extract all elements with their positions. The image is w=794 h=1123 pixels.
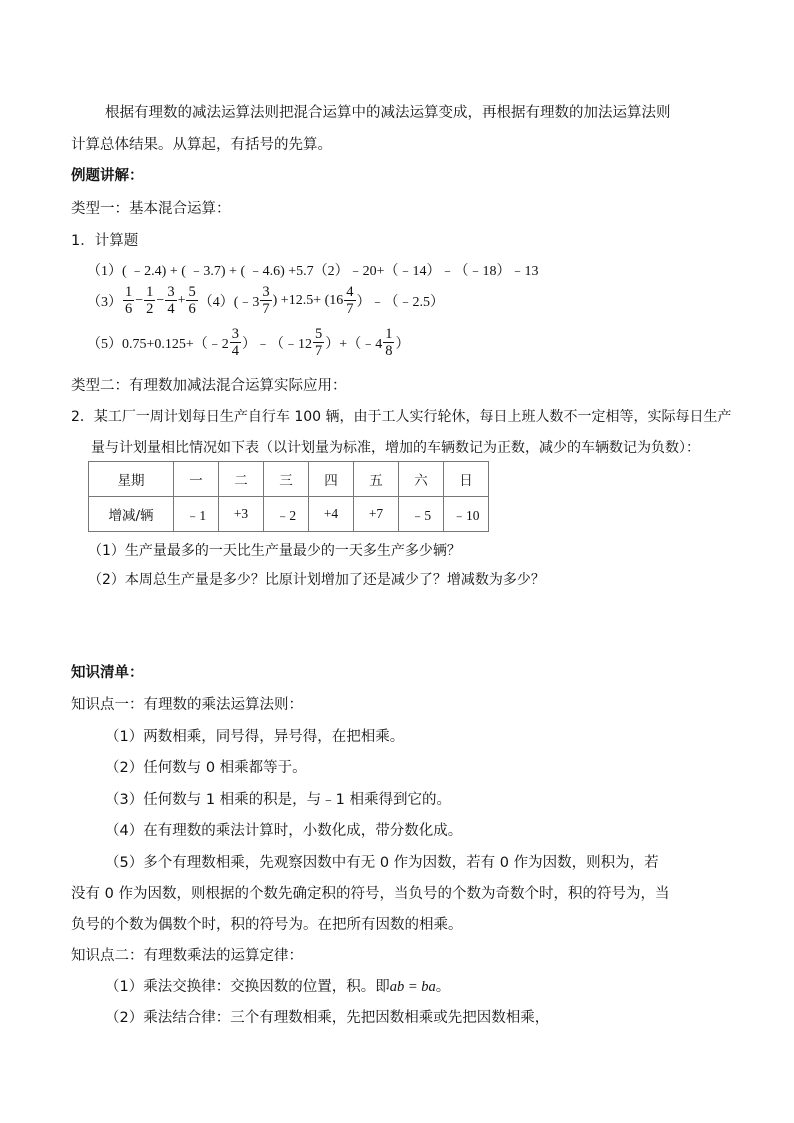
table-cell: +3: [219, 497, 264, 532]
knowledge-item: （2）乘法结合律：三个有理数相乘，先把因数相乘或先把因数相乘，: [105, 1010, 550, 1026]
question-2-line-1: 2．某工厂一周计划每日生产自行车 100 辆，由于工人实行轮休，每日上班人数不一定相等，实际每日生产: [71, 409, 732, 425]
row3-mid2: ）+（﹣4: [325, 336, 383, 352]
table-header-cell: 六: [399, 462, 444, 497]
table-cell: ﹣5: [399, 497, 444, 532]
fraction: $\frac{5}{6}$: [188, 284, 196, 317]
knowledge-item: （1）两数相乘，同号得，异号得，在把相乘。: [105, 729, 405, 745]
row3-tail: ）: [395, 336, 410, 352]
table-cell: ﹣10: [444, 497, 489, 532]
calc-row-3: [87, 326, 409, 359]
examples-heading: 例题讲解：: [71, 168, 144, 184]
table-header-cell: 一: [174, 462, 219, 497]
calc-row-1: （1）( ﹣2.4) + ( ﹣3.7) + ( ﹣4.6) +5.7（2）﹣20+（﹣14）﹣（﹣18）﹣13: [87, 264, 539, 279]
table-row-label: 增减/辆: [89, 497, 174, 532]
row2-mid1: （4）(﹣3: [198, 294, 260, 310]
table-cell: +4: [309, 497, 354, 532]
table-row: [89, 497, 489, 532]
commutative-law-text: （1）乘法交换律：交换因数的位置，积。即: [105, 979, 390, 995]
knowledge-item: （5）多个有理数相乘，先观察因数中有无 0 作为因数，若有 0 作为因数，则积为，若: [105, 855, 659, 871]
table-header-row: [89, 462, 489, 497]
knowledge-point-2-heading: 知识点二：有理数乘法的运算定律：: [71, 948, 303, 964]
fraction: $\frac{3}{4}$: [231, 326, 240, 359]
period: 。: [435, 979, 451, 995]
type2-heading: 类型二：有理数加减法混合运算实际应用：: [71, 378, 347, 394]
knowledge-item: [105, 975, 450, 996]
type1-heading: 类型一：基本混合运算：: [71, 201, 231, 217]
table-cell: +7: [354, 497, 399, 532]
knowledge-point-1-heading: 知识点一：有理数的乘法运算法则：: [71, 697, 303, 713]
row2-tail: ）﹣（﹣2.5）: [356, 294, 445, 310]
production-table: [88, 461, 489, 532]
table-header-cell: 四: [309, 462, 354, 497]
fraction: $\frac{3}{7}$: [262, 284, 270, 317]
sub-question-1: （1）生产量最多的一天比生产量最少的一天多生产多少辆？: [88, 543, 461, 559]
knowledge-heading: 知识清单：: [71, 665, 144, 681]
intro-line-1: 根据有理数的减法运算法则把混合运算中的减法运算变成，再根据有理数的加法运算法则: [105, 105, 671, 121]
table-header-cell: 日: [444, 462, 489, 497]
row2-mid2: ) +12.5+ (16: [272, 292, 344, 308]
calc-row-2: [87, 284, 444, 317]
knowledge-item: （2）任何数与 0 相乘都等于。: [105, 760, 307, 776]
fraction: $\frac{1}{2}$: [146, 284, 154, 317]
fraction: $\frac{1}{8}$: [385, 326, 393, 359]
table-header-cell: 星期: [89, 462, 174, 497]
fraction: $\frac{5}{7}$: [315, 326, 323, 359]
operator: −: [135, 292, 144, 308]
knowledge-item-continued: 负号的个数为偶数个时，积的符号为。在把所有因数的相乘。: [71, 917, 463, 933]
commutative-formula: ab = ba: [389, 979, 436, 995]
fraction: $\frac{3}{4}$: [167, 284, 175, 317]
table-cell: ﹣1: [174, 497, 219, 532]
table-header-cell: 三: [264, 462, 309, 497]
table-header-cell: 五: [354, 462, 399, 497]
operator: −: [156, 292, 165, 308]
question-2-line-2: 量与计划量相比情况如下表（以计划量为标准，增加的车辆数记为正数，减少的车辆数记为负数）：: [91, 440, 700, 456]
knowledge-item: （4）在有理数的乘法计算时，小数化成，带分数化成。: [105, 823, 463, 839]
knowledge-item-continued: 没有 0 作为因数，则根据的个数先确定积的符号，当负号的个数为奇数个时，积的符号为，当: [71, 886, 670, 902]
row3-prefix: （5）0.75+0.125+（﹣2: [87, 336, 229, 352]
row2-prefix: （3）: [87, 294, 122, 310]
question-1-label: 1．计算题: [71, 233, 139, 249]
fraction: $\frac{1}{6}$: [125, 284, 133, 317]
fraction: $\frac{4}{7}$: [346, 284, 354, 317]
table-header-cell: 二: [219, 462, 264, 497]
intro-line-2: 计算总体结果。从算起，有括号的先算。: [71, 137, 332, 153]
knowledge-item: （3）任何数与 1 相乘的积是，与﹣1 相乘得到它的。: [105, 792, 452, 808]
row3-mid1: ）﹣（﹣12: [242, 336, 313, 352]
sub-question-2: （2）本周总生产量是多少？比原计划增加了还是减少了？增减数为多少？: [88, 572, 545, 588]
table-cell: ﹣2: [264, 497, 309, 532]
operator: +: [177, 292, 186, 308]
